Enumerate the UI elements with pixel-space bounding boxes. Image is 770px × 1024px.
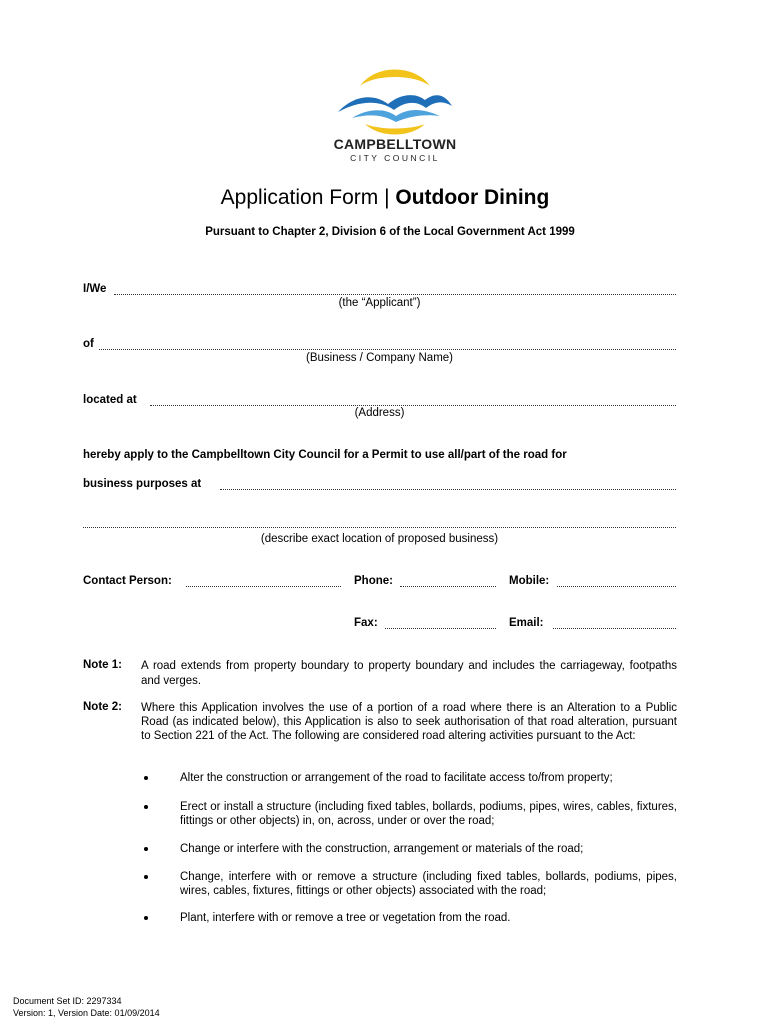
hereby-apply-text: hereby apply to the Campbelltown City Council for a Permit to use all/part of the road for bbox=[83, 449, 567, 461]
location-description-field[interactable] bbox=[83, 517, 676, 528]
bullet-dot bbox=[144, 805, 148, 809]
note-2-text: Where this Application involves the use of a portion of a road where there is an Alteration to a Public Road (as indicated below), this Application is also to seek authorisation of that road alteration, pursuant to Section 221 of the Act. The following are considered road altering activities pursuant to the Act: bbox=[141, 702, 677, 743]
mobile-field[interactable] bbox=[557, 576, 676, 587]
fax-label: Fax: bbox=[354, 617, 378, 629]
address-caption: (Address) bbox=[354, 407, 405, 419]
bullet-item-1: Alter the construction or arrangement of the road to facilitate access to/from property; bbox=[180, 772, 613, 784]
phone-field[interactable] bbox=[400, 576, 496, 587]
logo-name: CAMPBELLTOWN bbox=[333, 136, 457, 152]
bullet-dot bbox=[144, 916, 148, 920]
business-caption: (Business / Company Name) bbox=[306, 352, 453, 364]
bullet-dot bbox=[144, 776, 148, 780]
business-purposes-field[interactable] bbox=[220, 479, 676, 490]
iwe-label: I/We bbox=[83, 283, 107, 295]
title-regular: Application Form | bbox=[220, 186, 396, 209]
bullet-item-3: Change or interfere with the construction, arrangement or materials of the road; bbox=[180, 843, 584, 855]
note-1-text: A road extends from property boundary to property boundary and includes the carriageway, footpaths and verges. bbox=[141, 660, 677, 687]
bullet-item-2: Erect or install a structure (including fixed tables, bollards, podiums, pipes, wires, cables, fixtures, fittings or other objects) in, on, across, under or over the road; bbox=[180, 801, 677, 828]
business-name-field[interactable] bbox=[99, 339, 676, 350]
bullet-dot bbox=[144, 875, 148, 879]
applicant-caption: (the “Applicant”) bbox=[338, 297, 421, 309]
council-logo-graphic bbox=[330, 64, 460, 136]
business-purposes-label: business purposes at bbox=[83, 478, 202, 490]
phone-label: Phone: bbox=[354, 575, 393, 587]
footer-version: Version: 1, Version Date: 01/09/2014 bbox=[13, 1008, 160, 1018]
note-1-label: Note 1: bbox=[83, 659, 122, 671]
footer-document-id: Document Set ID: 2297334 bbox=[13, 996, 122, 1006]
applicant-name-field[interactable] bbox=[114, 284, 676, 295]
logo-subname: CITY COUNCIL bbox=[350, 153, 440, 163]
email-field[interactable] bbox=[553, 618, 676, 629]
page-subtitle: Pursuant to Chapter 2, Division 6 of the Local Government Act 1999 bbox=[205, 226, 575, 238]
fax-field[interactable] bbox=[385, 618, 496, 629]
title-bold: Outdoor Dining bbox=[395, 186, 550, 209]
council-logo bbox=[330, 64, 460, 164]
location-caption: (describe exact location of proposed business) bbox=[260, 533, 499, 545]
contact-person-label: Contact Person: bbox=[83, 575, 172, 587]
bullet-item-5: Plant, interfere with or remove a tree or vegetation from the road. bbox=[180, 912, 511, 924]
bullet-dot bbox=[144, 847, 148, 851]
email-label: Email: bbox=[509, 617, 544, 629]
page-title bbox=[0, 186, 770, 210]
note-2-label: Note 2: bbox=[83, 701, 122, 713]
address-field[interactable] bbox=[150, 395, 676, 406]
contact-person-field[interactable] bbox=[186, 576, 341, 587]
mobile-label: Mobile: bbox=[509, 575, 550, 587]
located-at-label: located at bbox=[83, 394, 137, 406]
of-label: of bbox=[83, 338, 94, 350]
bullet-item-4: Change, interfere with or remove a structure (including fixed tables, bollards, podiums, pipes, wires, cables, fixtures, fittings or other objects) associated with the road; bbox=[180, 871, 677, 898]
